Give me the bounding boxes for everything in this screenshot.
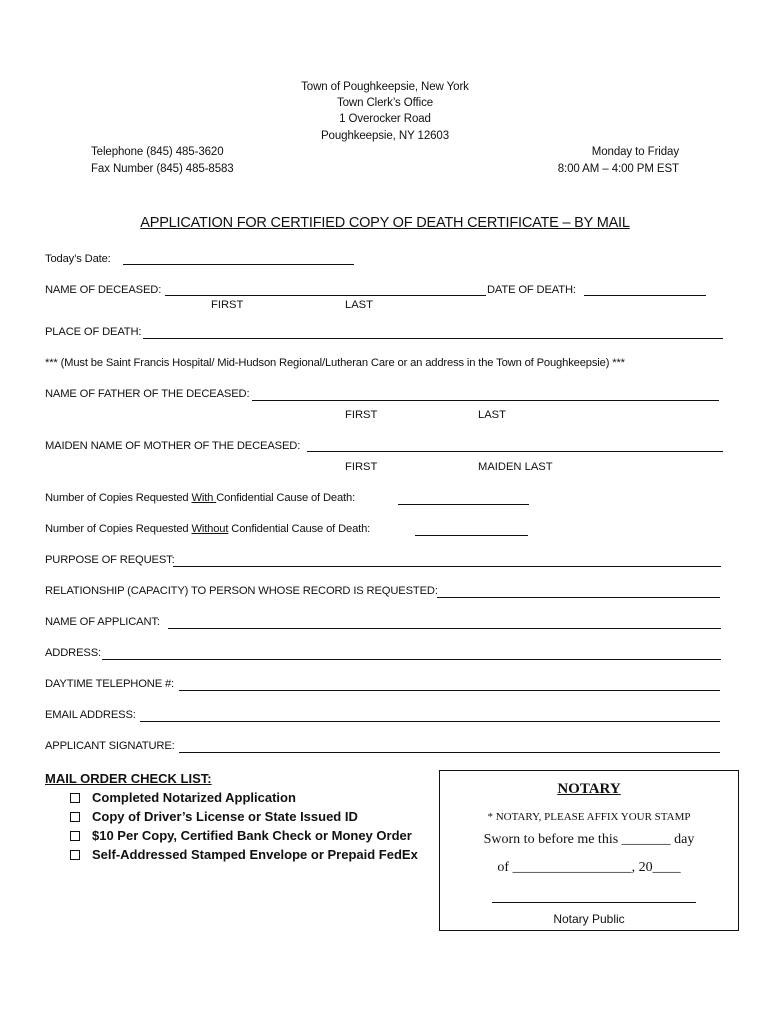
notary-title: NOTARY: [557, 781, 621, 797]
office-days: Monday to Friday: [591, 146, 679, 158]
relationship-field[interactable]: [437, 597, 720, 598]
purpose-label: PURPOSE OF REQUEST:: [45, 554, 175, 566]
copies-with-label-post: Confidential Cause of Death:: [216, 492, 356, 504]
copies-with-label: [45, 492, 355, 504]
todays-date-field[interactable]: [123, 264, 354, 265]
checkbox-icon[interactable]: [70, 850, 80, 860]
email-address-label: EMAIL ADDRESS:: [45, 709, 136, 721]
applicant-signature-label: APPLICANT SIGNATURE:: [45, 740, 175, 752]
father-last-caption: LAST: [478, 409, 506, 421]
place-of-death-field[interactable]: [143, 338, 723, 339]
copies-with-emphasis: With: [191, 492, 217, 504]
checklist-item[interactable]: [70, 809, 358, 824]
checkbox-icon[interactable]: [70, 812, 80, 822]
purpose-field[interactable]: [173, 566, 721, 567]
date-of-death-label: DATE OF DEATH:: [487, 284, 576, 296]
mother-maiden-name-label: MAIDEN NAME OF MOTHER OF THE DECEASED:: [45, 440, 301, 452]
father-first-caption: FIRST: [345, 409, 378, 421]
mother-first-caption: FIRST: [345, 461, 378, 473]
daytime-telephone-label: DAYTIME TELEPHONE #:: [45, 678, 175, 690]
checklist-item-label: Copy of Driver’s License or State Issued ID: [92, 809, 358, 824]
checklist-item-label: Self-Addressed Stamped Envelope or Prepaid FedEx: [92, 847, 418, 862]
email-address-field[interactable]: [140, 721, 720, 722]
city-state-zip: Poughkeepsie, NY 12603: [320, 130, 450, 142]
fax-number: Fax Number (845) 485-8583: [91, 163, 234, 175]
relationship-label: RELATIONSHIP (CAPACITY) TO PERSON WHOSE RECORD IS REQUESTED:: [45, 585, 438, 597]
mother-maiden-name-field[interactable]: [307, 451, 723, 452]
place-of-death-label: PLACE OF DEATH:: [45, 326, 142, 338]
copies-without-label: [45, 523, 370, 535]
applicant-name-field[interactable]: [168, 628, 721, 629]
deceased-last-caption: LAST: [345, 299, 373, 311]
copies-without-label-post: Confidential Cause of Death:: [228, 523, 371, 535]
checklist-item[interactable]: [70, 847, 418, 862]
notary-stamp-instruction: * NOTARY, PLEASE AFFIX YOUR STAMP: [487, 811, 691, 823]
town-name: Town of Poughkeepsie, New York: [301, 81, 469, 93]
checklist-item[interactable]: [70, 790, 296, 805]
notary-signature-line[interactable]: [492, 902, 696, 903]
address-label: ADDRESS:: [45, 647, 101, 659]
checkbox-icon[interactable]: [70, 831, 80, 841]
daytime-telephone-field[interactable]: [179, 690, 720, 691]
office-name: Town Clerk’s Office: [336, 97, 434, 109]
notary-box: [439, 770, 739, 931]
notary-sworn-line[interactable]: Sworn to before me this _______ day: [483, 832, 695, 847]
date-of-death-field[interactable]: [584, 295, 706, 296]
father-name-label: NAME OF FATHER OF THE DECEASED:: [45, 388, 250, 400]
copies-with-field[interactable]: [398, 504, 529, 505]
applicant-signature-field[interactable]: [179, 752, 720, 753]
deceased-first-caption: FIRST: [211, 299, 244, 311]
copies-without-label-pre: Number of Copies Requested: [45, 523, 192, 535]
checklist-heading: MAIL ORDER CHECK LIST:: [45, 771, 212, 786]
address-field[interactable]: [102, 659, 721, 660]
notary-date-line[interactable]: of _________________, 20____: [497, 860, 681, 875]
mother-maiden-last-caption: MAIDEN LAST: [478, 461, 553, 473]
copies-without-emphasis: Without: [191, 523, 229, 535]
telephone-number: Telephone (845) 485-3620: [91, 146, 224, 158]
checklist-item-label: $10 Per Copy, Certified Bank Check or Money Order: [92, 828, 412, 843]
office-hours: 8:00 AM – 4:00 PM EST: [557, 163, 679, 175]
name-of-deceased-field[interactable]: [165, 295, 486, 296]
copies-without-field[interactable]: [415, 535, 528, 536]
place-of-death-note: *** (Must be Saint Francis Hospital/ Mid-Hudson Regional/Lutheran Care or an address in the Town of Poughkeepsie) ***: [45, 357, 625, 369]
copies-with-label-pre: Number of Copies Requested: [45, 492, 192, 504]
checkbox-icon[interactable]: [70, 793, 80, 803]
applicant-name-label: NAME OF APPLICANT:: [45, 616, 160, 628]
notary-public-label: Notary Public: [553, 912, 625, 926]
page-title: APPLICATION FOR CERTIFIED COPY OF DEATH CERTIFICATE – BY MAIL: [140, 215, 630, 231]
name-of-deceased-label: NAME OF DECEASED:: [45, 284, 162, 296]
checklist-item-label: Completed Notarized Application: [92, 790, 296, 805]
checklist-item[interactable]: [70, 828, 412, 843]
father-name-field[interactable]: [252, 400, 719, 401]
street-address: 1 Overocker Road: [339, 113, 431, 125]
todays-date-label: Today’s Date:: [45, 253, 111, 265]
